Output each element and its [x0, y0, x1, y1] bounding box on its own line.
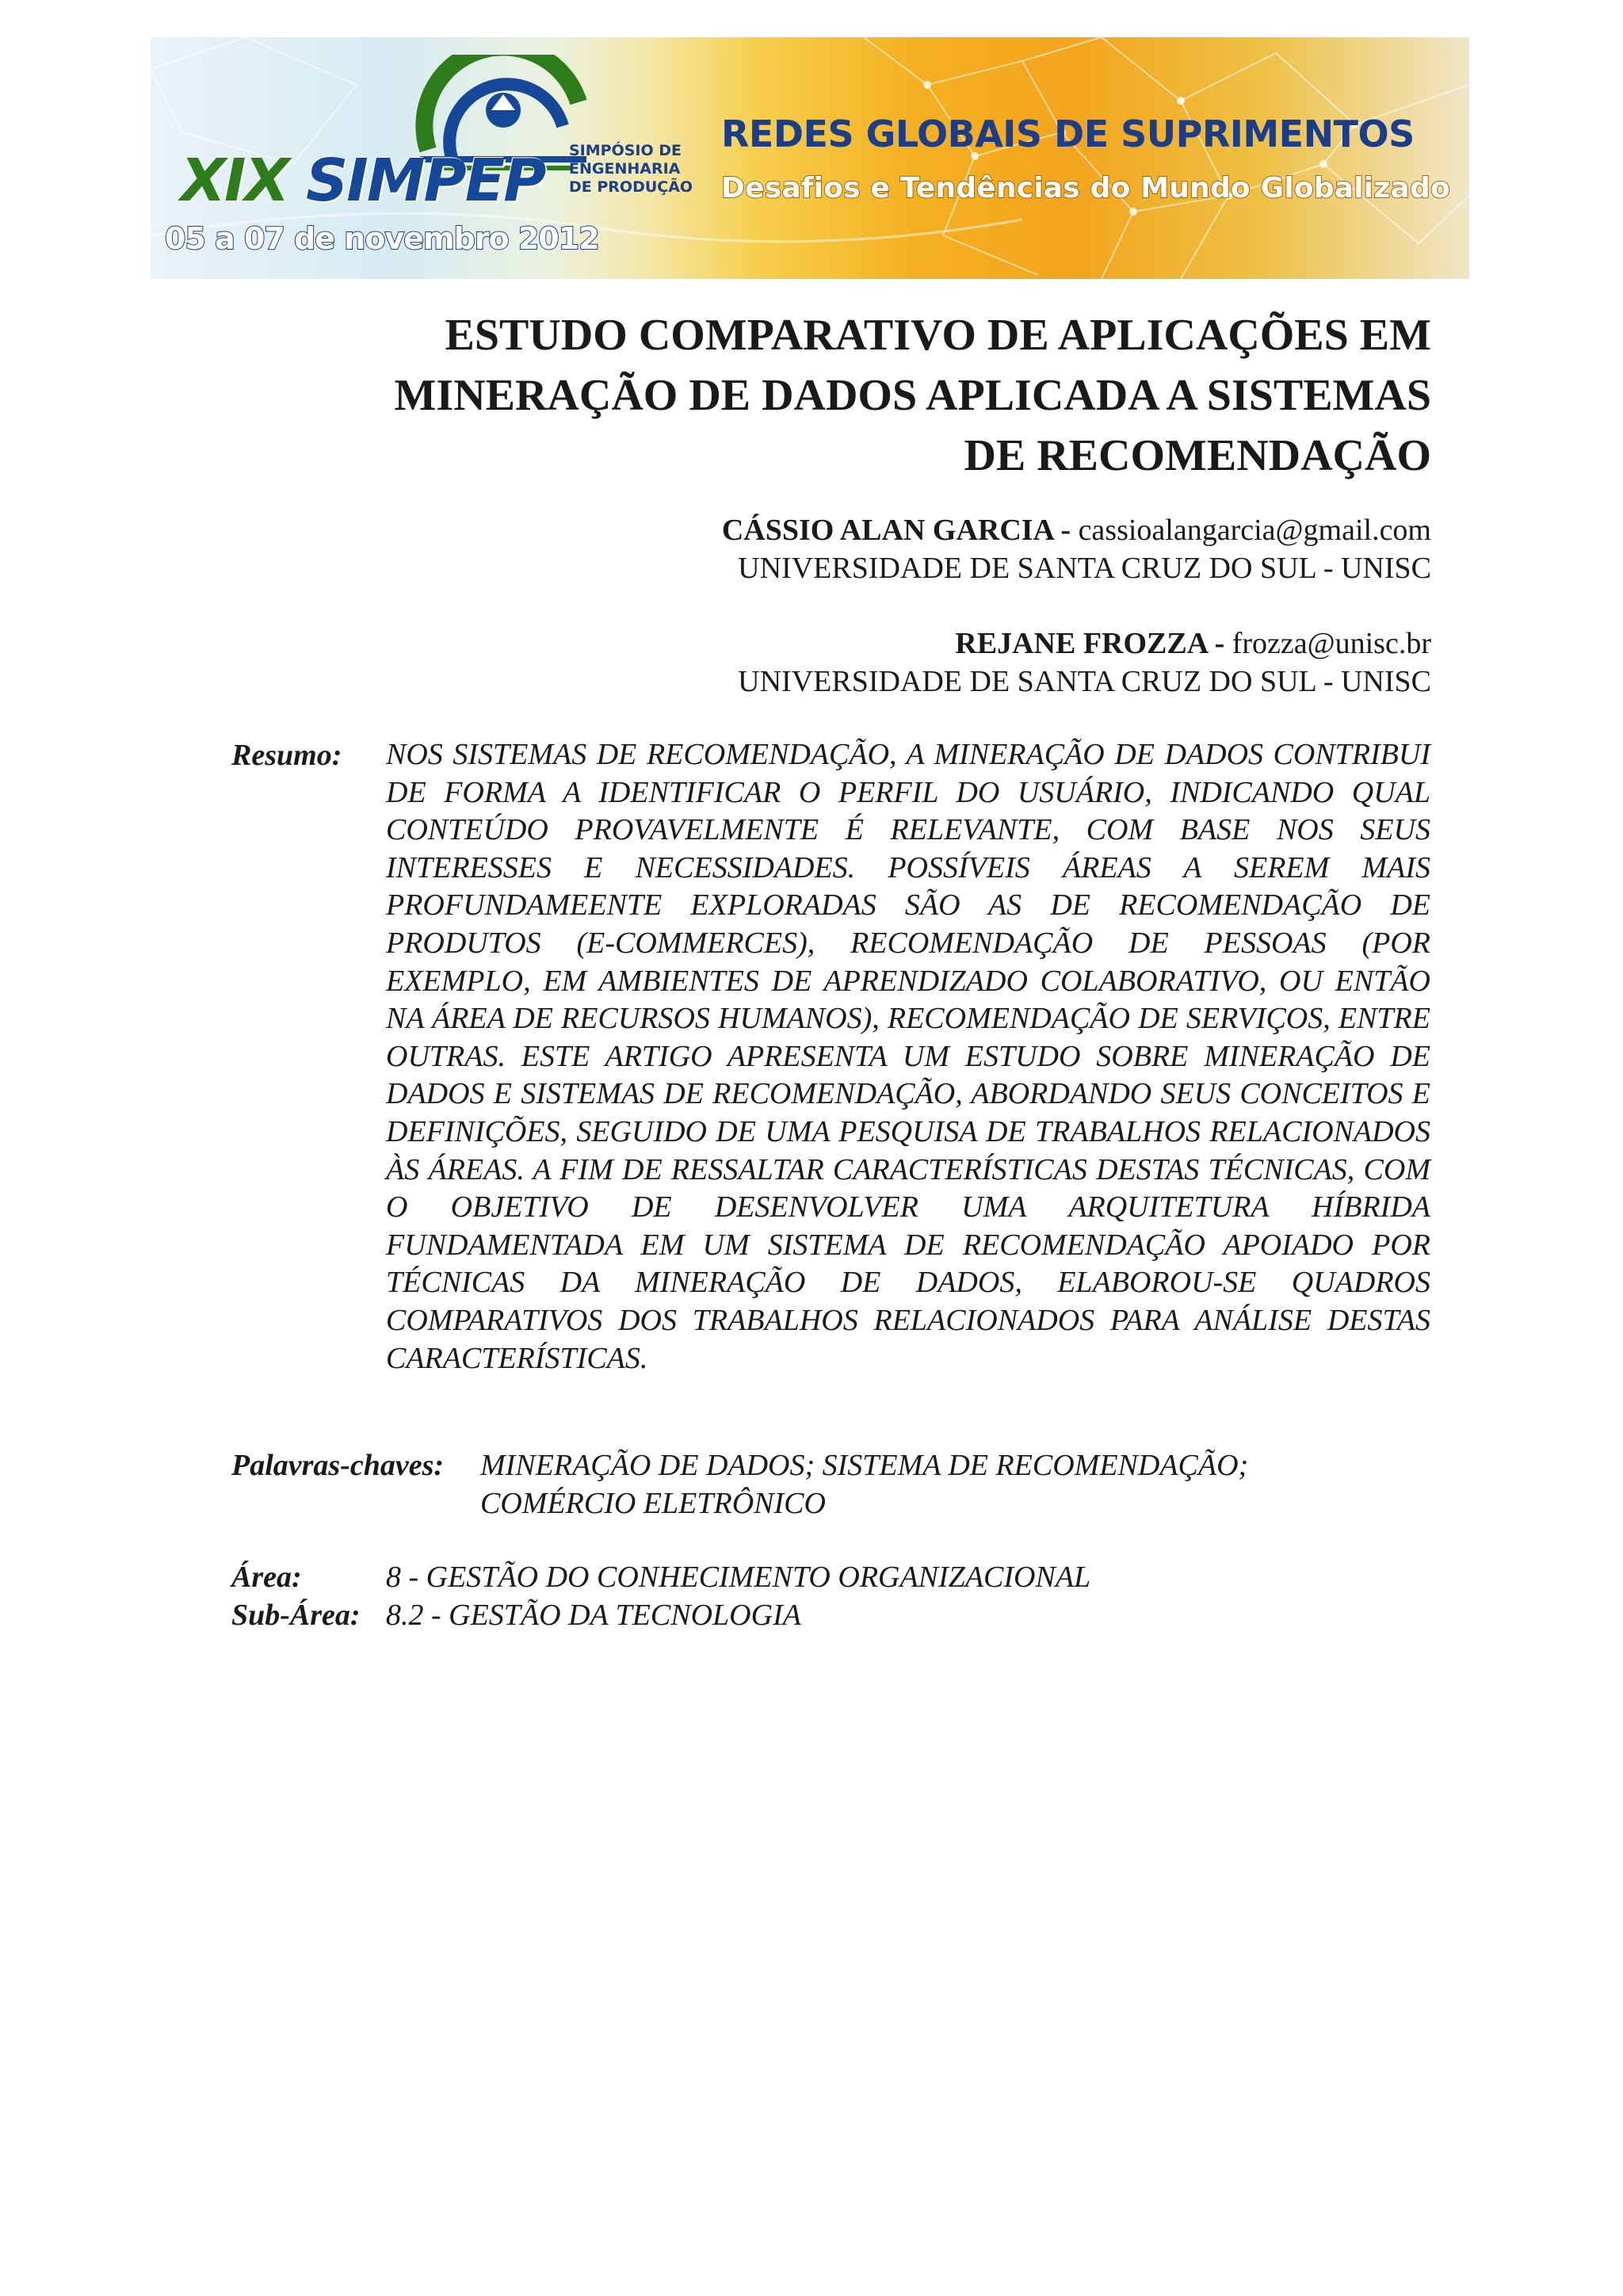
- title-line-3: DE RECOMENDAÇÃO: [964, 431, 1431, 480]
- abstract-label: Resumo:: [231, 739, 342, 772]
- author-email: frozza@unisc.br: [1232, 627, 1431, 660]
- title-line-1: ESTUDO COMPARATIVO DE APLICAÇÕES EM: [445, 311, 1431, 360]
- paper-title: [163, 305, 1431, 486]
- author-name: REJANE FROZZA -: [955, 627, 1225, 660]
- subarea-value: 8.2 - GESTÃO DA TECNOLOGIA: [386, 1599, 801, 1632]
- keywords-line-2: COMÉRCIO ELETRÔNICO: [480, 1487, 826, 1520]
- area-label: Área:: [231, 1561, 302, 1594]
- title-line-2: MINERAÇÃO DE DADOS APLICADA A SISTEMAS: [394, 371, 1431, 420]
- author-email: cassioalangarcia@gmail.com: [1078, 514, 1431, 547]
- keywords-label: Palavras-chaves:: [231, 1449, 445, 1482]
- abstract-text: NOS SISTEMAS DE RECOMENDAÇÃO, A MINERAÇÃO DE DADOS CONTRIBUI DE FORMA A IDENTIFICAR O PERFIL DO USUÁRIO, INDICANDO QUAL CONTEÚDO PROVAVELMENTE É RELEVANTE, COM BASE NOS SEUS INTERESSES E NECESSIDADES. POSSÍVEIS ÁREAS A SEREM MAIS PROFUNDAMEENTE EXPLORADAS SÃO AS DE RECOMENDAÇÃO DE PRODUTOS (E-COMMERCES), RECOMENDAÇÃO DE PESSOAS (POR EXEMPLO, EM AMBIENTES DE APRENDIZADO COLABORATIVO, OU ENTÃO NA ÁREA DE RECURSOS HUMANOS), RECOMENDAÇÃO DE SERVIÇOS, ENTRE OUTRAS. ESTE ARTIGO APRESENTA UM ESTUDO SOBRE MINERAÇÃO DE DADOS E SISTEMAS DE RECOMENDAÇÃO, ABORDANDO SEUS CONCEITOS E DEFINIÇÕES, SEGUIDO DE UMA PESQUISA DE TRABALHOS RELACIONADOS ÀS ÁREAS. A FIM DE RESSALTAR CARACTERÍSTICAS DESTAS TÉCNICAS, COM O OBJETIVO DE DESENVOLVER UMA ARQUITETURA HÍBRIDA FUNDAMENTADA EM UM SISTEMA DE RECOMENDAÇÃO APOIADO POR TÉCNICAS DA MINERAÇÃO DE DADOS, ELABOROU-SE QUADROS COMPARATIVOS DOS TRABALHOS RELACIONADOS PARA ANÁLISE DESTAS CARACTERÍSTICAS.: [386, 738, 1430, 1375]
- author-affiliation: UNIVERSIDADE DE SANTA CRUZ DO SUL - UNISC: [738, 665, 1431, 698]
- subarea-label: Sub-Área:: [231, 1599, 361, 1632]
- brand-xix: XIX: [181, 147, 288, 215]
- conference-banner: [151, 37, 1469, 279]
- org-line-3: DE PRODUÇÃO: [569, 178, 693, 196]
- area-value: 8 - GESTÃO DO CONHECIMENTO ORGANIZACIONAL: [386, 1561, 1091, 1594]
- banner-subheadline: Desafios e Tendências do Mundo Globalizado: [721, 172, 1450, 204]
- banner-headline: REDES GLOBAIS DE SUPRIMENTOS: [721, 113, 1415, 155]
- event-dates: 05 a 07 de novembro 2012: [165, 221, 599, 256]
- org-line-1: SIMPÓSIO DE: [569, 142, 682, 159]
- org-line-2: ENGENHARIA: [569, 160, 681, 178]
- author-affiliation: UNIVERSIDADE DE SANTA CRUZ DO SUL - UNISC: [738, 552, 1431, 585]
- keywords: [480, 1446, 1431, 1522]
- author-block-2: [163, 625, 1431, 701]
- author-block-1: [163, 511, 1431, 587]
- brand-simpep: SIMPEP: [306, 147, 545, 215]
- keywords-line-1: MINERAÇÃO DE DADOS; SISTEMA DE RECOMENDAÇÃO;: [480, 1449, 1249, 1482]
- author-name: CÁSSIO ALAN GARCIA -: [721, 514, 1071, 547]
